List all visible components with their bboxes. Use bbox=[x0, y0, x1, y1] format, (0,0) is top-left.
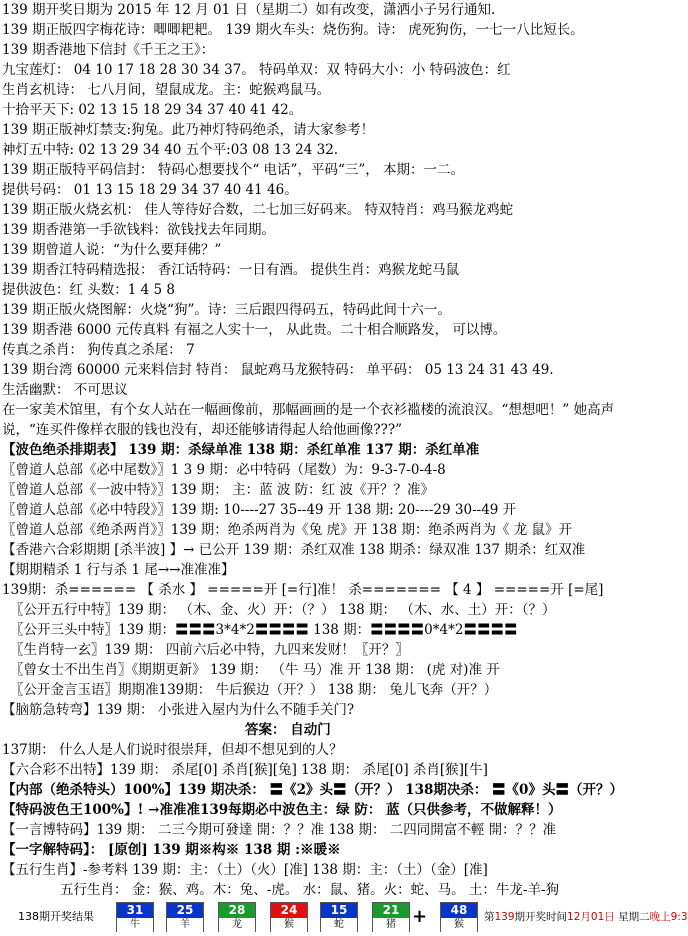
ten-numbers: 十拾平天下: 02 13 15 18 29 34 37 40 41 42。 bbox=[2, 102, 303, 118]
special-ball bbox=[440, 902, 478, 932]
fax-kill: 传真之杀肖： 狗传真之杀尾： 7 bbox=[2, 342, 195, 358]
tail-numbers: 〖曾道人总部《必中尾数》〗1 3 9 期：必中特码（尾数）为：9-3-7-0-4-8 bbox=[2, 462, 446, 478]
draw-info-issue: 139 bbox=[494, 911, 515, 923]
first-hand-material: 139 期香港第一手欲钱料：欲钱找去年同期。 bbox=[2, 222, 276, 238]
wave-color-heads: 提供波色：红 头数：1 4 5 8 bbox=[2, 282, 176, 298]
draw-info-mid: 期开奖时间 bbox=[514, 911, 568, 923]
draw-info-week: 星期二 bbox=[614, 911, 650, 923]
half-wave-kill: 【香港六合彩期期 [杀半波] 】→ 已公开 139 期：杀红双准 138 期杀：绿双准 137 期杀：红双准 bbox=[2, 542, 586, 558]
ball-zodiac: 猪 bbox=[373, 918, 409, 932]
question-137: 137期： 什么人是人们说时很崇拜，但却不想见到的人？ bbox=[2, 742, 343, 758]
flat-code-envelope: 139 期正版特平码信封： 特码心想要找个“ 电话”，平码“三”， 本期：一二。 bbox=[2, 162, 465, 178]
row-tail-kill-title: 【期期精杀 1 行与杀 1 尾→→准准准】 bbox=[2, 562, 235, 578]
fax-material: 139 期香港 6000 元传真料 有福之人实十一， 从此贵。二十相合顺路发， 可以博。 bbox=[2, 322, 507, 338]
row-tail-kill: 139期：杀====== 【 杀水 】 =====开 [=行]准！ 杀======= 【 4 】 =====开 [=尾] bbox=[2, 582, 604, 598]
zodiac-poem: 生肖玄机诗： 七八月间，望鼠成龙。主：蛇猴鸡鼠马。 bbox=[2, 82, 331, 98]
riddle-answer: 答案： 自动门 bbox=[245, 722, 331, 738]
result-ball bbox=[166, 902, 204, 932]
taiwan-envelope: 139 期台湾 60000 元来料信封 特肖： 鼠蛇鸡马龙猴特码： 单平码： 05 13 24 31 43 49. bbox=[2, 362, 554, 378]
result-ball bbox=[372, 902, 410, 932]
result-ball bbox=[218, 902, 256, 932]
one-wave: 〖曾道人总部《一波中特》〗139 期： 主：蓝 波 防：红 波《开？？准》 bbox=[2, 482, 434, 498]
fire-mystery: 139 期正版火烧玄机： 佳人等待好合数，二七加三好码来。 特双特肖：鸡马猴龙鸡蛇 bbox=[2, 202, 514, 218]
two-zodiac-kill: 〖曾道人总部《绝杀两肖》〗139 期：绝杀两肖为《兔 虎》开 138 期：绝杀两肖为《 龙 鼠》开 bbox=[2, 522, 573, 538]
ball-number: 25 bbox=[167, 903, 203, 918]
no-special: 【六合彩不出特】139 期： 杀尾[0] 杀肖[猴][兔] 138 期： 杀尾[0] 杀肖[猴][牛] bbox=[2, 762, 488, 778]
wave-color-king: 【特码波色王100%】! →准准准139每期必中波色主：绿 防： 蓝（只供参考，不做解释！） bbox=[2, 802, 562, 818]
golden-words: 〖公开金言玉语〗期期准139期： 牛后猴边（开？） 138 期： 兔儿飞奔（开？） bbox=[10, 682, 498, 698]
draw-info-time: 晚上9:3 bbox=[649, 911, 688, 923]
envelope-title: 139 期香港地下信封《千王之王》： bbox=[2, 42, 215, 58]
special-range: 〖曾道人总部《必中特段》〗139 期: 10----27 35--49 开 138 期: 20----29 30--49 开 bbox=[2, 502, 517, 518]
result-ball bbox=[320, 902, 358, 932]
nine-lotus-numbers: 九宝莲灯： 04 10 17 18 28 30 34 37。 特码单双：双 特码大小：小 特码波色：红 bbox=[2, 62, 511, 78]
fire-diagram: 139 期正版火烧图解：火烧“狗”。诗：三后跟四得码五，特码此间十六一。 bbox=[2, 302, 451, 318]
draw-results-bar bbox=[0, 900, 688, 936]
ball-zodiac: 羊 bbox=[167, 918, 203, 932]
plum-poem-line: 139 期正版四字梅花诗：唧唧耙耙。 139 期火车头：烧伤狗。诗： 虎死狗伤，一七一八比短长。 bbox=[2, 22, 584, 38]
ball-zodiac: 蛇 bbox=[321, 918, 357, 932]
humor-text-2: 说，“连买件像样衣服的钱也没有，却还能够请得起人给他画像???” bbox=[2, 422, 403, 438]
ball-zodiac: 猴 bbox=[271, 918, 307, 932]
provided-numbers: 提供号码： 01 13 15 18 29 34 37 40 41 46。 bbox=[2, 182, 298, 198]
five-elements-list: 五行生肖： 金：猴、鸡。木：兔、-虎。 水：鼠、猪。火：蛇、马。 土：牛龙-羊-狗 bbox=[60, 882, 560, 898]
humor-text-1: 在一家美术馆里，有个女人站在一幅画像前，那幅画画的是一个衣衫褴楼的流浪汉。“想想吧！” 她高声 bbox=[2, 402, 615, 418]
three-heads: 〖公开三头中特〗139 期：〓〓〓3*4*2〓〓〓〓 138 期：〓〓〓〓0*4*2〓〓〓〓 bbox=[10, 622, 518, 638]
ball-number: 24 bbox=[271, 903, 307, 918]
missing-zodiac: 〖曾女士不出生肖〗《期期更新》 139 期： （牛 马）准 开 138 期： (虎 对)准 开 bbox=[10, 662, 500, 678]
ball-zodiac: 牛 bbox=[117, 918, 153, 932]
internal-kill-head: 【内部（绝杀特头）100%】139 期决杀： 〓《2》头〓（开？） 138期决杀： 〓《0》头〓（开？） bbox=[2, 782, 623, 798]
draw-info-date: 12月01日 bbox=[567, 911, 615, 923]
ball-number: 28 bbox=[219, 903, 255, 918]
special-ball-zodiac: 猴 bbox=[441, 918, 477, 932]
five-elements-zodiac: 【五行生肖】-参考料 139 期：主：（土）（火）[准] 138 期：主：（土）（金）[准] bbox=[2, 862, 488, 878]
xiangjiang-report: 139 期香江特码精选报： 香江话特码：一日有酒。 提供生肖：鸡猴龙蛇马鼠 bbox=[2, 262, 460, 278]
five-elements: 〖公开五行中特〗139 期： （木、金、火）开：（？） 138 期： （木、水、土）开：（？） bbox=[10, 602, 556, 618]
lamp-ban-line: 139 期正版神灯禁支:狗兔。此乃神灯特码绝杀，请大家参考！ bbox=[2, 122, 375, 138]
lamp-five-numbers: 神灯五中特: 02 13 29 34 40 五个平:03 08 13 24 32. bbox=[2, 142, 339, 158]
plus-sign: + bbox=[412, 906, 428, 927]
draw-info-prefix: 第 bbox=[484, 911, 495, 923]
zodiac-mystery: 〖生肖特一玄〗139 期： 四前六后必中特，九四来发财！〖开？〗 bbox=[10, 642, 409, 658]
special-ball-number: 48 bbox=[441, 903, 477, 918]
ball-zodiac: 龙 bbox=[219, 918, 255, 932]
humor-title: 生活幽默： 不可思议 bbox=[2, 382, 128, 398]
next-draw-info bbox=[484, 909, 688, 924]
result-ball bbox=[270, 902, 308, 932]
result-ball bbox=[116, 902, 154, 932]
ball-number: 15 bbox=[321, 903, 357, 918]
one-char-solve: 【一字解特码】： [原创] 139 期※构※ 138 期 :※暖※ bbox=[2, 842, 341, 858]
riddle-question: 【脑筋急转弯】139 期： 小张进入屋内为什么不随手关门? bbox=[2, 702, 355, 718]
wave-kill-table: 【波色绝杀排期表】 139 期：杀绿单准 138 期：杀红单准 137 期：杀红单准 bbox=[2, 442, 480, 458]
ball-number: 31 bbox=[117, 903, 153, 918]
one-word-bet: 【一言博特码】139 期： 二三今期可發達 開：？？准 138 期： 二四同開富不輕 開：？？准 bbox=[2, 822, 557, 838]
draw-date-notice: 139 期开奖日期为 2015 年 12 月 01 日（星期二）如有改变，潇洒小子另行通知. bbox=[2, 2, 496, 18]
results-label: 138期开奖结果 bbox=[18, 910, 94, 923]
daoist-saying: 139 期曾道人说：“为什么要拜佛？” bbox=[2, 242, 222, 258]
ball-number: 21 bbox=[373, 903, 409, 918]
